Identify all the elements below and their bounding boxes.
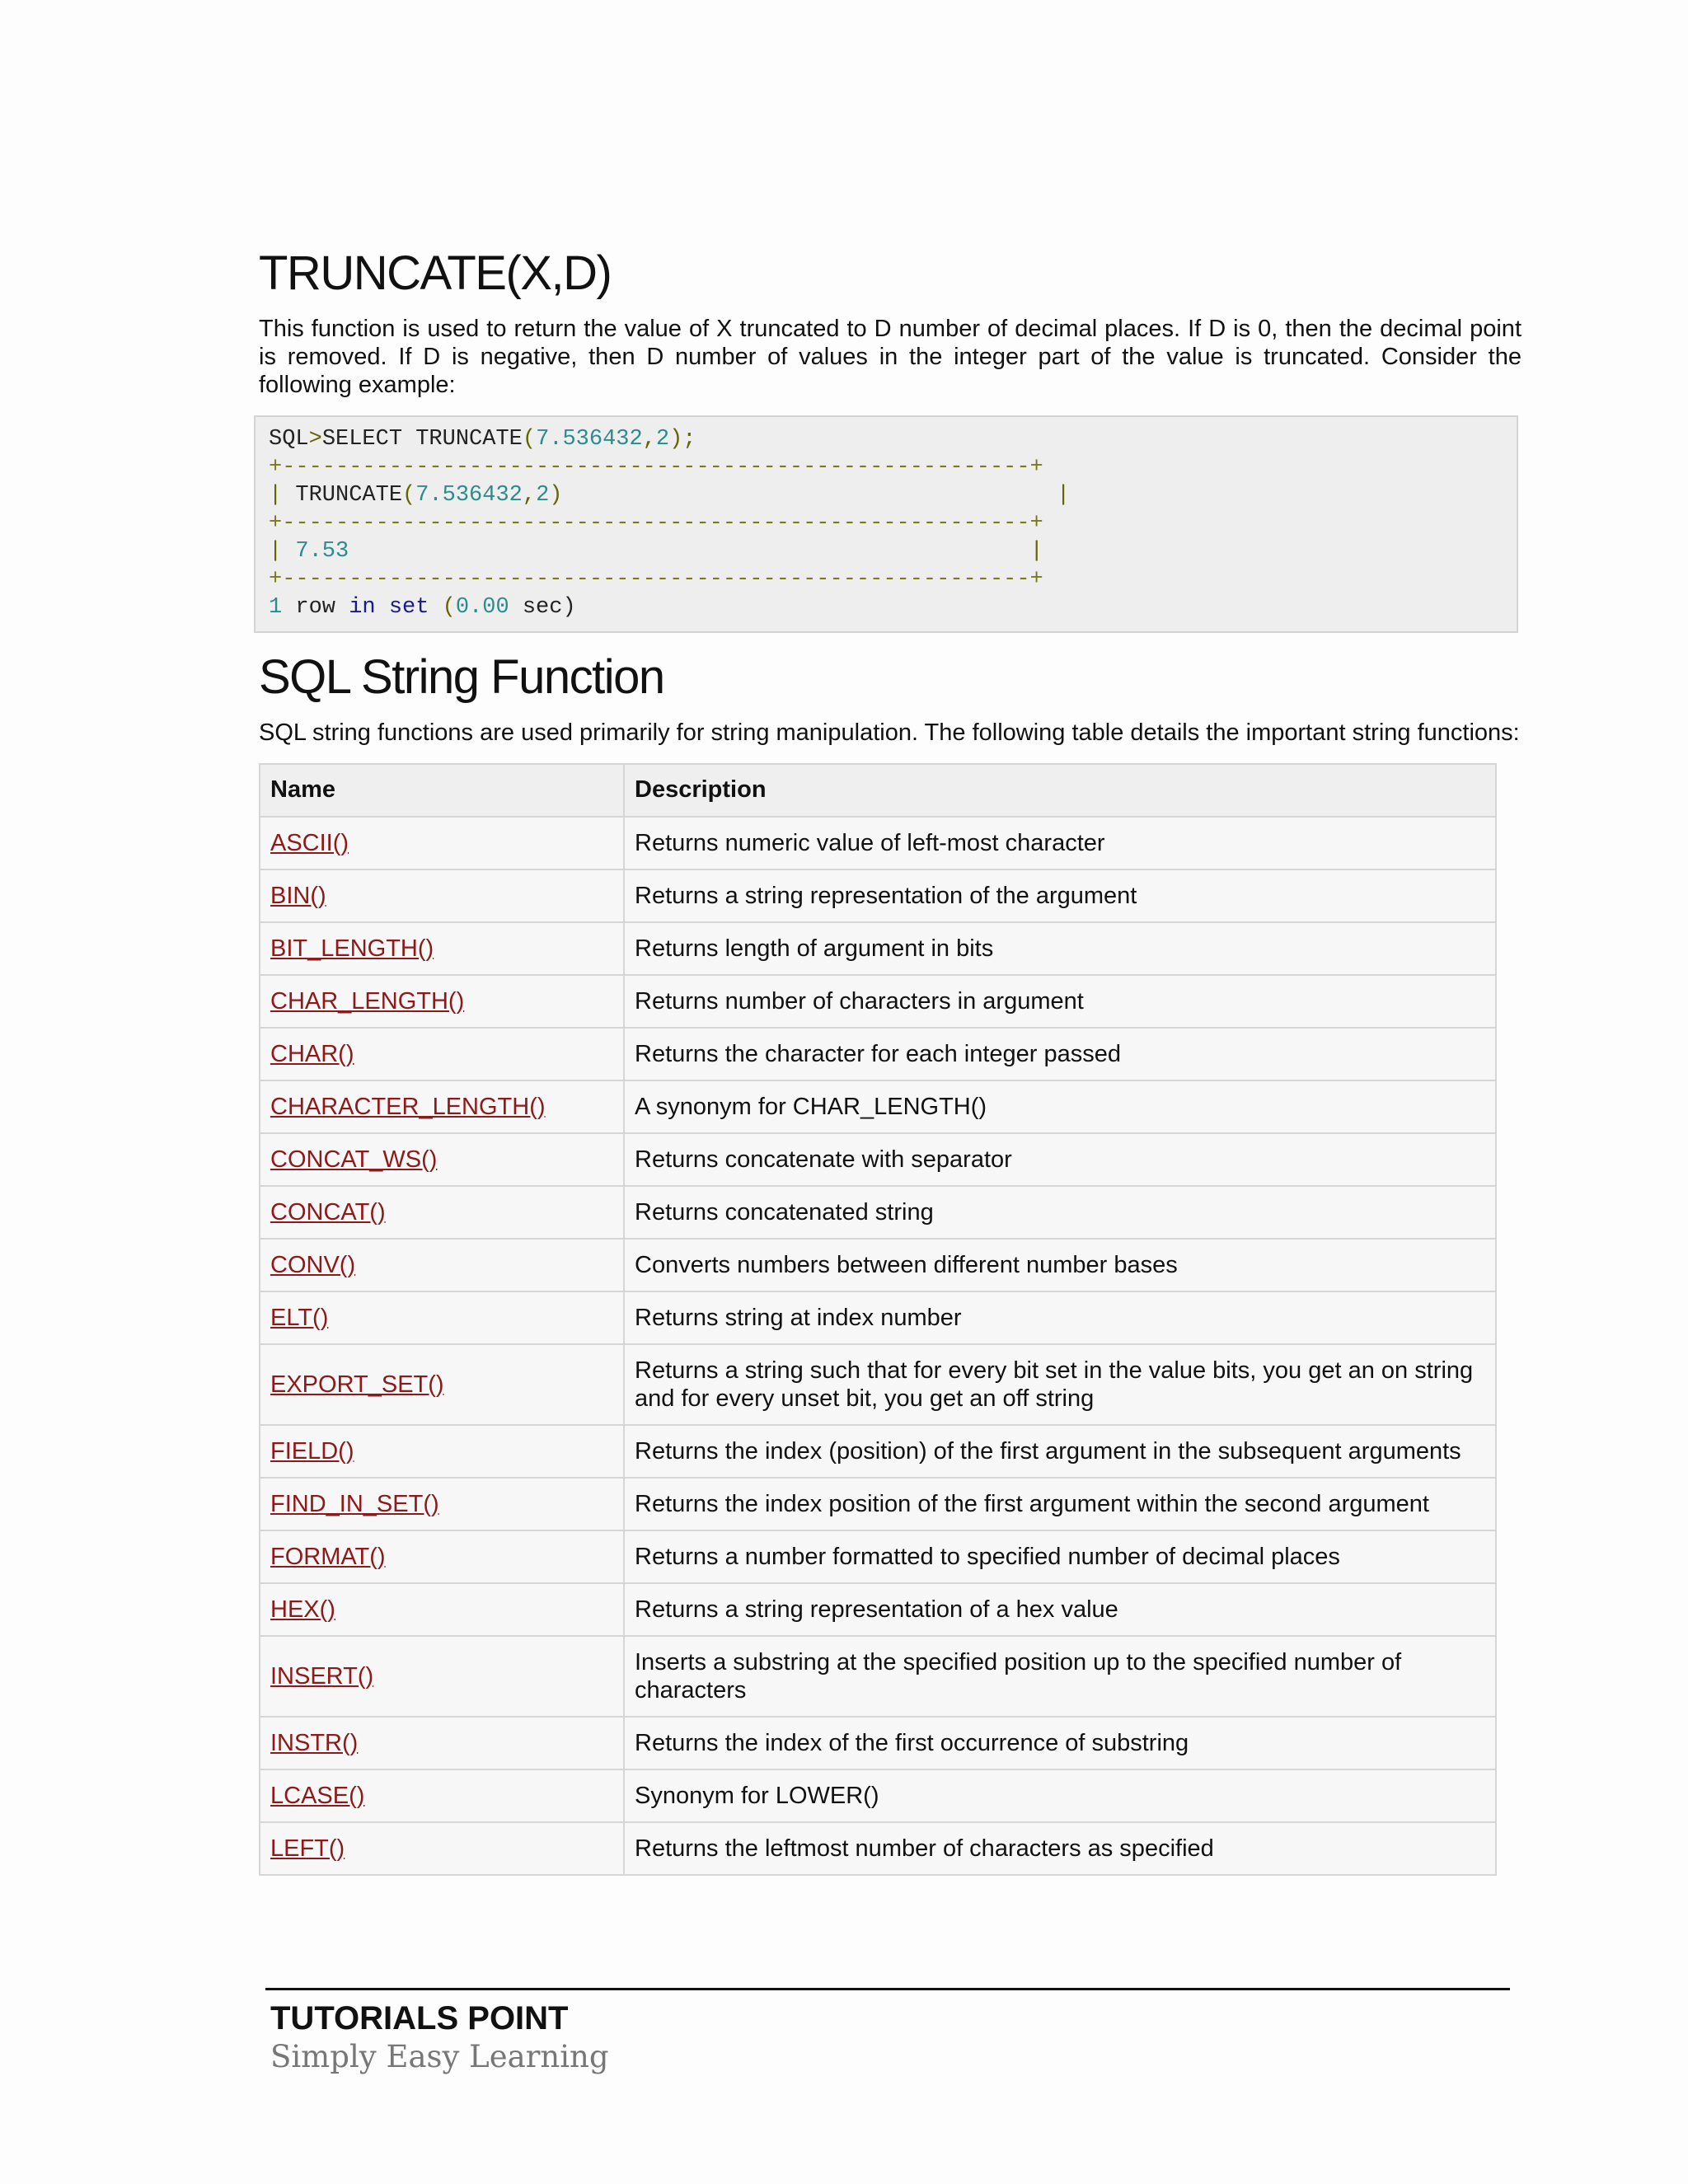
function-name-cell bbox=[260, 1583, 624, 1636]
function-link[interactable]: EXPORT_SET() bbox=[270, 1371, 444, 1398]
table-row bbox=[260, 1769, 1496, 1822]
function-description-cell: Returns a string such that for every bit set in the value bits, you get an on string and for every unset bit, you get an off string bbox=[624, 1344, 1496, 1425]
code-line-header: | TRUNCATE(7.536432,2) | bbox=[269, 482, 1071, 508]
code-border-top: +--------------------------------------------------------+ bbox=[269, 454, 1043, 480]
function-name-cell bbox=[260, 817, 624, 869]
function-name-cell bbox=[260, 1530, 624, 1583]
function-name-cell bbox=[260, 1822, 624, 1875]
function-link[interactable]: CONV() bbox=[270, 1251, 356, 1278]
footer-tagline: Simply Easy Learning bbox=[270, 2039, 609, 2074]
string-functions-table bbox=[259, 763, 1497, 1876]
function-name-cell bbox=[260, 1239, 624, 1291]
function-description-cell: Returns the index position of the first argument within the second argument bbox=[624, 1478, 1496, 1530]
function-name-cell bbox=[260, 1769, 624, 1822]
function-link[interactable]: ASCII() bbox=[270, 829, 349, 856]
function-name-cell bbox=[260, 1344, 624, 1425]
function-description-cell: Returns string at index number bbox=[624, 1291, 1496, 1344]
table-row bbox=[260, 922, 1496, 975]
function-name-cell bbox=[260, 1291, 624, 1344]
table-row bbox=[260, 1344, 1496, 1425]
page-footer bbox=[265, 1988, 1510, 2074]
function-name-cell bbox=[260, 869, 624, 922]
function-link[interactable]: ELT() bbox=[270, 1304, 329, 1331]
table-body bbox=[260, 817, 1496, 1875]
code-example-block[interactable] bbox=[254, 415, 1518, 633]
function-name-cell bbox=[260, 1080, 624, 1133]
table-row bbox=[260, 1133, 1496, 1186]
footer-brand: TUTORIALS POINT bbox=[270, 2000, 569, 2036]
function-link[interactable]: FIELD() bbox=[270, 1437, 354, 1465]
function-description-cell: Synonym for LOWER() bbox=[624, 1769, 1496, 1822]
function-link[interactable]: INSTR() bbox=[270, 1729, 359, 1756]
function-name-cell bbox=[260, 1186, 624, 1239]
table-row bbox=[260, 1636, 1496, 1717]
function-link[interactable]: BIN() bbox=[270, 882, 326, 909]
function-description-cell: Returns a string representation of the argument bbox=[624, 869, 1496, 922]
function-name-cell bbox=[260, 1028, 624, 1080]
function-name-cell bbox=[260, 922, 624, 975]
function-link[interactable]: FIND_IN_SET() bbox=[270, 1490, 439, 1517]
code-border-bottom: +--------------------------------------------------------+ bbox=[269, 566, 1043, 592]
table-row bbox=[260, 975, 1496, 1028]
code-border-middle: +--------------------------------------------------------+ bbox=[269, 510, 1043, 536]
function-link[interactable]: CHAR() bbox=[270, 1040, 354, 1067]
truncate-description: This function is used to return the value of X truncated to D number of decimal places. If D is 0, then the decimal point is removed. If D is negative, then D number of values in the integer part of the value is truncated. Consider the following example: bbox=[259, 315, 1522, 398]
code-line-result: | 7.53 | bbox=[269, 538, 1043, 564]
function-description-cell: A synonym for CHAR_LENGTH() bbox=[624, 1080, 1496, 1133]
function-description-cell: Returns concatenated string bbox=[624, 1186, 1496, 1239]
function-description-cell: Returns the leftmost number of characters as specified bbox=[624, 1822, 1496, 1875]
function-description-cell: Returns concatenate with separator bbox=[624, 1133, 1496, 1186]
table-row bbox=[260, 1028, 1496, 1080]
column-header-description: Description bbox=[624, 764, 1496, 817]
table-row bbox=[260, 1080, 1496, 1133]
function-link[interactable]: HEX() bbox=[270, 1596, 335, 1623]
function-description-cell: Returns length of argument in bits bbox=[624, 922, 1496, 975]
string-functions-description: SQL string functions are used primarily for string manipulation. The following table details the important string functions: bbox=[259, 719, 1520, 746]
function-name-cell bbox=[260, 975, 624, 1028]
column-header-name: Name bbox=[260, 764, 624, 817]
section-title-string-functions: SQL String Function bbox=[259, 649, 664, 704]
function-link[interactable]: BIT_LENGTH() bbox=[270, 935, 434, 962]
function-description-cell: Returns a number formatted to specified number of decimal places bbox=[624, 1530, 1496, 1583]
footer-divider bbox=[265, 1988, 1510, 1990]
table-row bbox=[260, 1478, 1496, 1530]
function-link[interactable]: FORMAT() bbox=[270, 1543, 386, 1570]
function-link[interactable]: LEFT() bbox=[270, 1835, 345, 1862]
table-row bbox=[260, 817, 1496, 869]
table-row bbox=[260, 1291, 1496, 1344]
table-row bbox=[260, 1239, 1496, 1291]
function-link[interactable]: CONCAT_WS() bbox=[270, 1146, 438, 1173]
code-line-query: SQL>SELECT TRUNCATE(7.536432,2); bbox=[269, 426, 696, 452]
table-row bbox=[260, 1530, 1496, 1583]
function-link[interactable]: INSERT() bbox=[270, 1662, 374, 1690]
table-row bbox=[260, 1717, 1496, 1769]
function-name-cell bbox=[260, 1636, 624, 1717]
function-description-cell: Inserts a substring at the specified position up to the specified number of characters bbox=[624, 1636, 1496, 1717]
function-link[interactable]: CHARACTER_LENGTH() bbox=[270, 1093, 546, 1120]
function-description-cell: Returns the index (position) of the first argument in the subsequent arguments bbox=[624, 1425, 1496, 1478]
function-description-cell: Returns numeric value of left-most character bbox=[624, 817, 1496, 869]
table-row bbox=[260, 1583, 1496, 1636]
function-description-cell: Converts numbers between different number bases bbox=[624, 1239, 1496, 1291]
function-name-cell bbox=[260, 1717, 624, 1769]
table-header-row bbox=[260, 764, 1496, 817]
table-row bbox=[260, 1425, 1496, 1478]
table-row bbox=[260, 1186, 1496, 1239]
function-description-cell: Returns number of characters in argument bbox=[624, 975, 1496, 1028]
table-row bbox=[260, 869, 1496, 922]
function-name-cell bbox=[260, 1425, 624, 1478]
function-link[interactable]: LCASE() bbox=[270, 1782, 365, 1809]
function-link[interactable]: CONCAT() bbox=[270, 1198, 386, 1226]
table-row bbox=[260, 1822, 1496, 1875]
function-description-cell: Returns the character for each integer passed bbox=[624, 1028, 1496, 1080]
function-name-cell bbox=[260, 1478, 624, 1530]
function-description-cell: Returns a string representation of a hex value bbox=[624, 1583, 1496, 1636]
code-line-footer: 1 row in set (0.00 sec) bbox=[269, 594, 576, 620]
function-link[interactable]: CHAR_LENGTH() bbox=[270, 987, 465, 1015]
section-title-truncate: TRUNCATE(X,D) bbox=[259, 246, 612, 300]
function-name-cell bbox=[260, 1133, 624, 1186]
page-content bbox=[259, 247, 1522, 1876]
function-description-cell: Returns the index of the first occurrence of substring bbox=[624, 1717, 1496, 1769]
